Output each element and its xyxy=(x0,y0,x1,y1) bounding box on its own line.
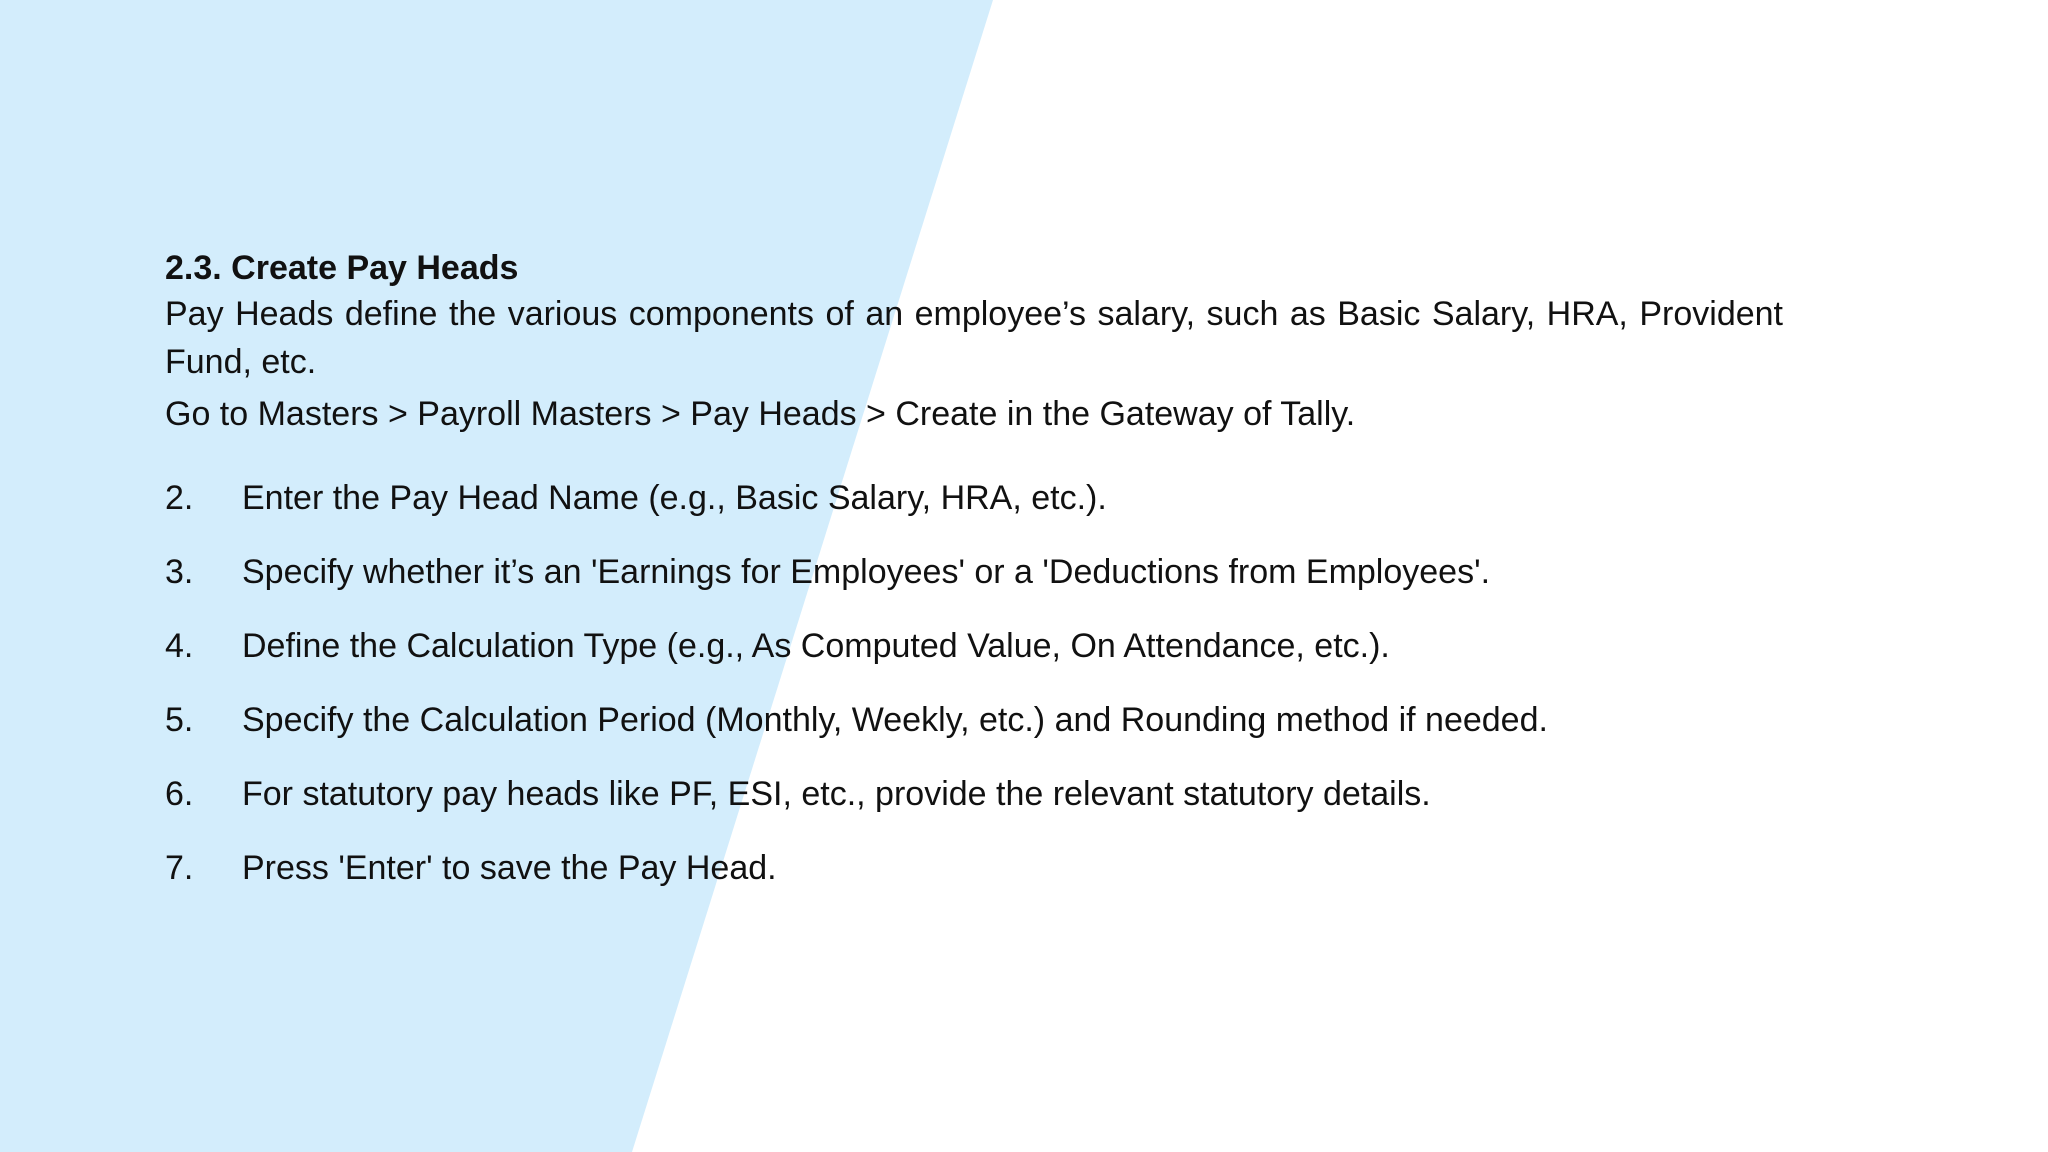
navigation-path: Go to Masters > Payroll Masters > Pay Heads > Create in the Gateway of Tally. xyxy=(165,395,1356,433)
step-number: 3. xyxy=(165,553,194,591)
list-item xyxy=(165,698,1783,742)
step-number: 6. xyxy=(165,775,194,813)
step-text: For statutory pay heads like PF, ESI, etc., provide the relevant statutory details. xyxy=(242,775,1431,813)
list-item xyxy=(165,846,1783,890)
slide-content xyxy=(165,246,1783,920)
list-item xyxy=(165,624,1783,668)
intro-paragraph: Pay Heads define the various components of an employee’s salary, such as Basic Salary, HRA, Provident Fund, etc. xyxy=(165,295,1783,381)
list-item xyxy=(165,772,1783,816)
step-text: Define the Calculation Type (e.g., As Computed Value, On Attendance, etc.). xyxy=(242,627,1390,665)
step-text: Press 'Enter' to save the Pay Head. xyxy=(242,849,777,887)
steps-list xyxy=(165,476,1783,890)
step-number: 4. xyxy=(165,627,194,665)
step-text: Enter the Pay Head Name (e.g., Basic Salary, HRA, etc.). xyxy=(242,479,1107,517)
section-heading: 2.3. Create Pay Heads xyxy=(165,249,519,287)
list-item xyxy=(165,476,1783,520)
step-number: 7. xyxy=(165,849,194,887)
step-text: Specify whether it’s an 'Earnings for Employees' or a 'Deductions from Employees'. xyxy=(242,553,1491,591)
step-number: 5. xyxy=(165,701,194,739)
step-number: 2. xyxy=(165,479,194,517)
step-text: Specify the Calculation Period (Monthly, Weekly, etc.) and Rounding method if needed. xyxy=(242,701,1548,739)
list-item xyxy=(165,550,1783,594)
